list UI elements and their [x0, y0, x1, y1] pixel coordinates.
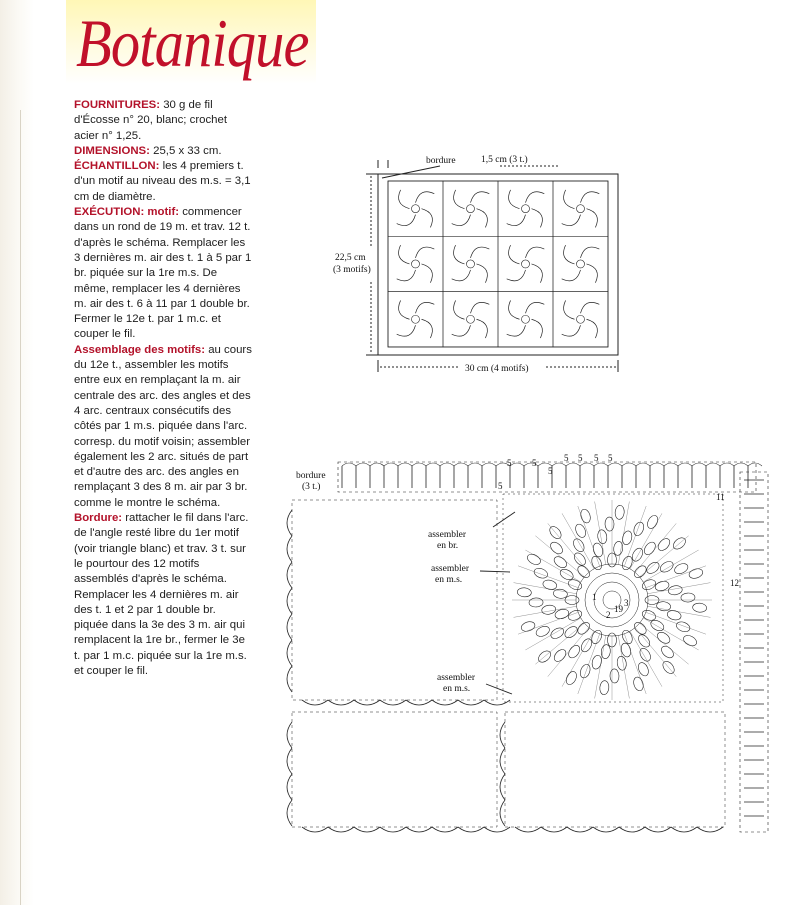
round-number-label: 5: [578, 453, 583, 463]
motif-cell: [443, 236, 498, 291]
round-number-label: 5: [608, 453, 613, 463]
echantillon-text: les 4 premiers t. d'un motif au niveau des m.s. = 3,1 cm de diamètre.: [74, 160, 251, 203]
round-number-label: 3: [624, 598, 629, 608]
assembler-br-label: assembler: [428, 530, 466, 540]
layout-border-width: 1,5 cm (3 t.): [481, 155, 528, 165]
round-number-label: 5: [498, 481, 503, 491]
round-number-label: 5: [594, 453, 599, 463]
chart-border-rows-label: (3 t.): [302, 482, 321, 492]
motif-cell: [388, 292, 443, 347]
page-title: Botanique: [76, 5, 309, 81]
round-number-label: 11: [716, 492, 725, 502]
round-number-label: 5: [564, 453, 569, 463]
motif-frame: [287, 500, 510, 705]
round-numbers: [498, 453, 739, 620]
execution-heading: EXÉCUTION:: [74, 206, 145, 219]
stitch-chart: [287, 462, 768, 832]
motif-cell: [498, 181, 553, 236]
motif-cell: [553, 292, 608, 347]
chart-border-label: bordure: [296, 471, 326, 481]
assembler-ms-bottom-label-2: en m.s.: [443, 684, 471, 694]
assembler-ms-bottom-label: assembler: [437, 673, 475, 683]
layout-border-label: bordure: [426, 156, 456, 166]
motif-cell: [388, 236, 443, 291]
echantillon-heading: ÉCHANTILLON:: [74, 160, 160, 173]
fournitures-text: 30 g de fil d'Écosse n° 20, blanc; crochet acier n° 1,25.: [74, 99, 227, 142]
layout-height-value: 22,5 cm: [335, 253, 366, 263]
assemblage-text: au cours du 12e t., assembler les motifs entre eux en remplaçant la m. air centrale des arc. des angles et des 4 arc. centraux consécutifs des côtés par 1 m.s. piquée dans l'arc. corresp. du motif voisin; assembler également les 2 arc. situés de part et d'autre des arc. des angles en remplaçant 3 des 8 m. air par 3 br. comme le montre le schéma.: [74, 343, 252, 509]
motif-text: commencer dans un rond de 19 m. et trav. 12 t. d'après le schéma. Remplacer les 3 dernières m. air des t. 1 à 5 par 1 br. piquée sur la 1re m.s. De même, remplacer les 4 dernières m. air des t. 6 à 11 par 1 double br. Fermer le 12e t. par 1 m.c. et couper le fil.: [74, 206, 252, 341]
assembler-br-label-2: en br.: [437, 541, 459, 551]
dimensions-heading: DIMENSIONS:: [74, 144, 150, 157]
motif-cell: [498, 292, 553, 347]
layout-width-label: 30 cm (4 motifs): [465, 364, 529, 374]
round-number-label: 5: [507, 458, 512, 468]
motif-cell: [553, 236, 608, 291]
assembler-ms-label-2: en m.s.: [435, 575, 463, 585]
bordure-heading: Bordure:: [74, 512, 123, 525]
assembler-ms-label: assembler: [431, 564, 469, 574]
round-number-label: 1: [592, 592, 597, 602]
layout-height-motifs: (3 motifs): [333, 265, 371, 275]
round-number-label: 5: [548, 466, 553, 476]
motif-heading: motif:: [144, 206, 180, 219]
motif-frame: [287, 712, 510, 832]
bordure-text: rattacher le fil dans l'arc. de l'angle resté libre du 1er motif (voir triangle blanc) et trav. 3 t. sur le pourtour des 12 motifs assemblés d'après le schéma. Remplacer les 4 dernières m. air des t. 1 et 2 par 1 double br. piquée dans la 3e des 3 m. air qui remplacent la 1re br., fermer le 3e t. par 1 m.c. piquée sur la 1re m.s. et couper le fil.: [74, 512, 249, 677]
motif-cell: [443, 292, 498, 347]
fournitures-heading: FOURNITURES:: [74, 99, 161, 111]
motif-frame: [500, 712, 725, 832]
chart-border-rows: [338, 462, 768, 832]
round-number-label: 5: [532, 458, 537, 468]
round-number-label: 12: [730, 578, 739, 588]
assemblage-heading: Assemblage des motifs:: [74, 343, 206, 356]
motif-cell: [388, 181, 443, 236]
round-number-label: 2: [606, 610, 611, 620]
dimensions-text: 25,5 x 33 cm.: [149, 144, 222, 157]
round-number-label: 19: [614, 604, 623, 614]
motif-grid: [388, 181, 608, 347]
motif-cell: [553, 181, 608, 236]
chart-motif-diagram: [503, 494, 723, 702]
motif-cell: [443, 181, 498, 236]
motif-cell: [498, 236, 553, 291]
